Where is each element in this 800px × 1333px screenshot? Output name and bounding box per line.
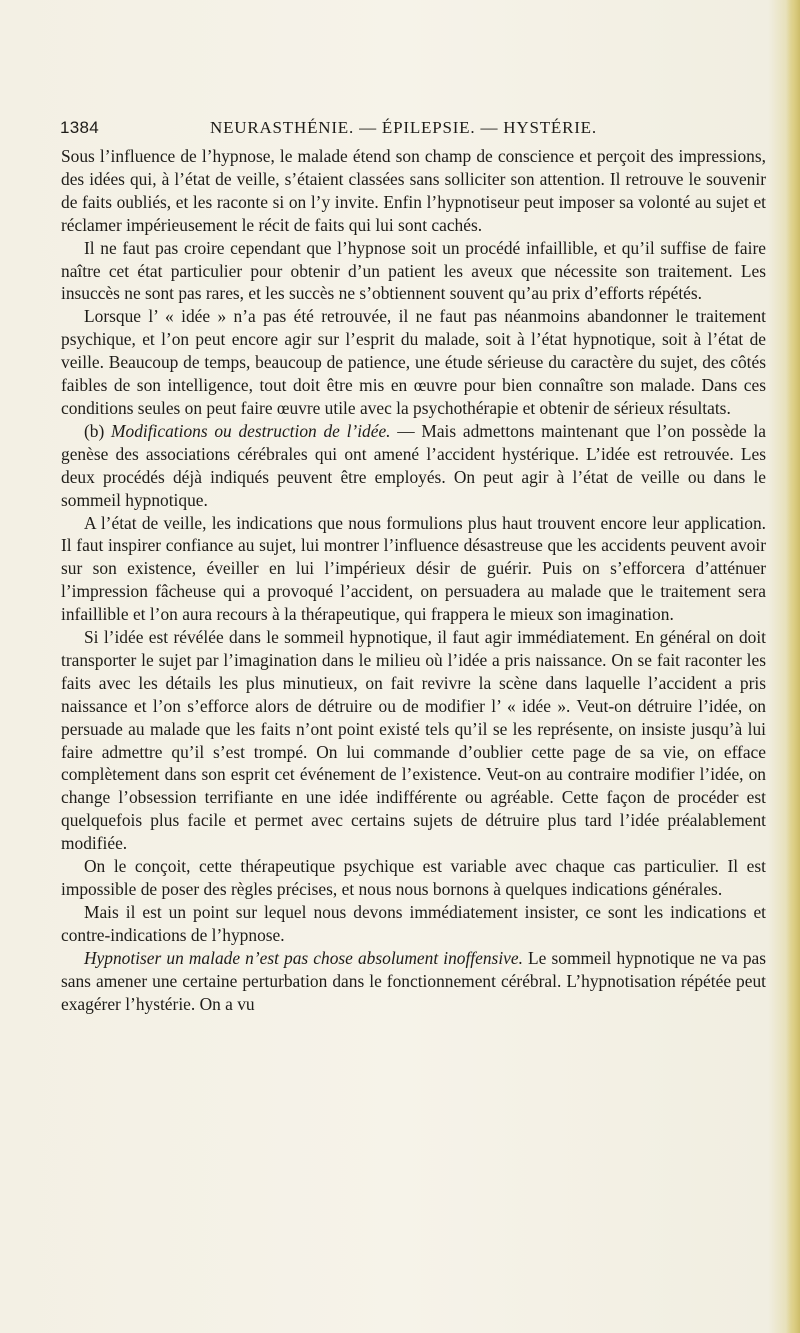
paragraph-text: Il ne faut pas croire cependant que l’hypnose soit un procédé infaillible, et qu’il suffise de faire naître cet état particulier pour obtenir d’un patient les aveux que nécessite son traitement. Les insuccès ne sont pas rares, et les succès ne s’obtiennent souvent qu’au prix d’efforts répétés. bbox=[61, 237, 766, 304]
paragraph-text: Le sommeil hypnotique ne va pas sans amener une certaine perturbation dans le fonctionnement cérébral. L’hypnotisation répétée peut exagérer l’hystérie. On a vu bbox=[61, 947, 767, 1014]
running-header bbox=[60, 118, 766, 144]
paragraph-text: On le conçoit, cette thérapeutique psychique est variable avec chaque cas particulier. Il est impossible de poser des règles précises, et nous nous bornons à quelques indications générales. bbox=[61, 856, 766, 899]
paragraph bbox=[61, 420, 766, 512]
paragraph-text: A l’état de veille, les indications que nous formulions plus haut trouvent encore leur application. Il faut inspirer confiance au sujet, lui montrer l’influence désastreuse que les accidents peuvent avoir sur son existence, éveiller en lui l’impérieux désir de guérir. Puis on s’efforcera d’atténuer l’impression fâcheuse qui a provoqué l’accident, on persuadera au malade que le traitement sera infaillible et l’on aura recours à la thérapeutique, qui frappera le mieux son imagination. bbox=[61, 512, 766, 625]
section-marker: (b) bbox=[84, 420, 112, 441]
page-edge bbox=[786, 0, 800, 1333]
paragraph bbox=[61, 855, 766, 901]
paragraph-text: Sous l’influence de l’hypnose, le malade étend son champ de conscience et perçoit des impressions, des idées qui, à l’état de veille, s’étaient classées sans solliciter son attention. Il retrouve le souvenir de faits oubliés, et les raconte si on l’y invite. Enfin l’hypnotiseur peut imposer sa volonté au sujet et réclamer impérieusement le récit de faits qui lui sont cachés. bbox=[61, 146, 766, 235]
paragraph bbox=[61, 947, 766, 1016]
paragraph bbox=[61, 145, 766, 237]
section-heading: Modifications ou destruction de l’idée. bbox=[111, 420, 391, 441]
running-title: NEURASTHÉNIE. — ÉPILEPSIE. — HYSTÉRIE. bbox=[210, 118, 597, 137]
paragraph bbox=[61, 237, 766, 306]
paragraph bbox=[61, 305, 766, 420]
paragraph bbox=[61, 901, 766, 947]
page-number: 1384 bbox=[60, 118, 100, 137]
paragraph bbox=[61, 512, 766, 627]
paragraph-text: Si l’idée est révélée dans le sommeil hypnotique, il faut agir immédiatement. En général on doit transporter le sujet par l’imagination dans le milieu où l’idée a pris naissance. On se fait raconter les faits avec les détails les plus minutieux, on fait revivre la scène dans laquelle l’accident a pris naissance et l’on s’efforce alors de détruire ou de modifier l’ « idée ». Veut-on détruire l’idée, on persuade au malade que les faits n’ont point existé tels qu’il se les représente, on insiste jusqu’à lui faire admettre qu’il s’est trompé. On lui commande d’oublier cette page de sa vie, on efface complètement dans son esprit cet événement de l’existence. Veut-on au contraire modifier l’idée, on change l’obsession terrifiante en une idée indifférente ou agréable. Cette façon de procéder est quelquefois plus facile et permet avec certains sujets de détruire plus tard l’idée préalablement modifiée. bbox=[61, 627, 766, 854]
body-text bbox=[61, 145, 766, 1015]
paragraph bbox=[61, 626, 766, 855]
paragraph-text: — Mais admettons maintenant que l’on possède la genèse des associations cérébrales qui ont amené l’accident hystérique. L’idée est retrouvée. Les deux procédés déjà indiqués peuvent être employés. On peut agir à l’état de veille ou dans le sommeil hypnotique. bbox=[61, 420, 766, 510]
paragraph-text: Mais il est un point sur lequel nous devons immédiatement insister, ce sont les indications et contre-indications de l’hypnose. bbox=[61, 901, 766, 945]
emphasized-statement: Hypnotiser un malade n’est pas chose absolument inoffensive. bbox=[84, 947, 523, 968]
paragraph-text: Lorsque l’ « idée » n’a pas été retrouvée, il ne faut pas néanmoins abandonner le traitement psychique, et l’on peut encore agir sur l’esprit du malade, soit à l’état hypnotique, soit à l’état de veille. Beaucoup de temps, beaucoup de patience, une étude sérieuse du caractère du sujet, des côtés faibles de son intelligence, tout doit être mis en œuvre pour bien connaître son malade. Dans ces conditions seules on peut faire œuvre utile avec la psychothérapie et obtenir de sérieux résultats. bbox=[61, 306, 766, 418]
